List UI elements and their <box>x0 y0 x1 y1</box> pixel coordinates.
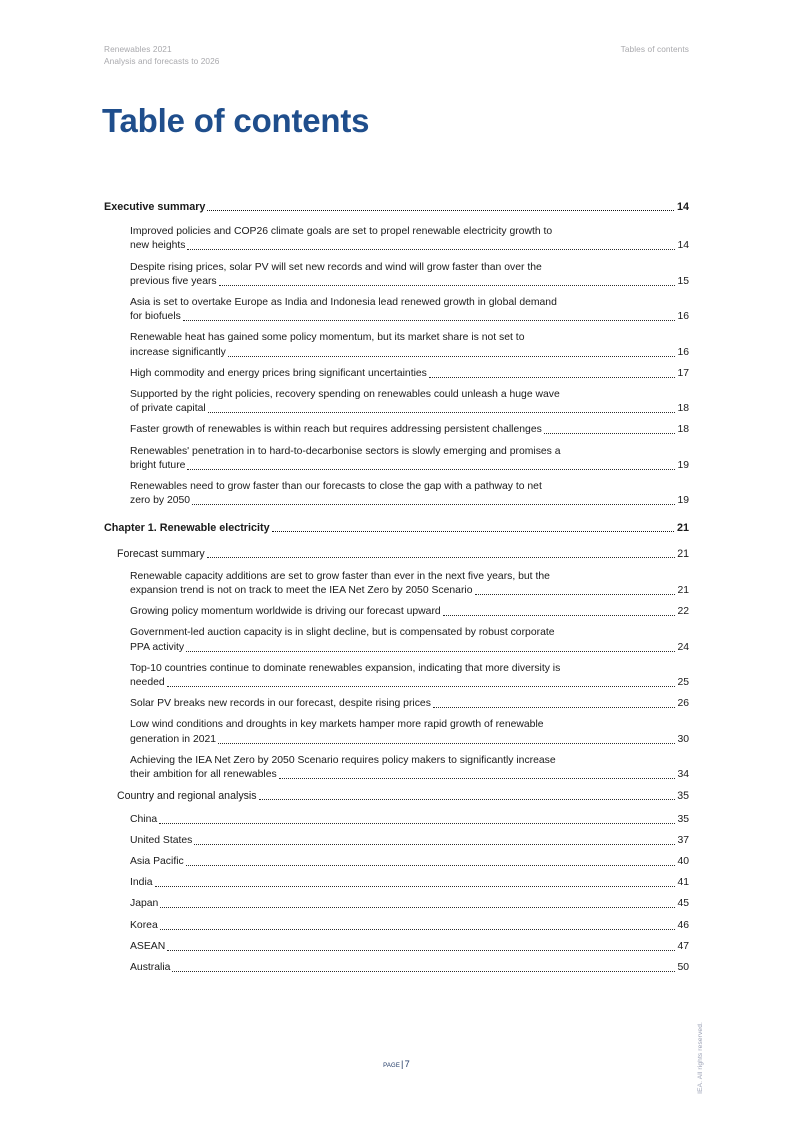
toc-entry-text-first-line: Achieving the IEA Net Zero by 2050 Scenario requires policy makers to significantly increase <box>130 754 556 766</box>
toc-entry-text-first-line: Renewables' penetration in to hard-to-decarbonise sectors is slowly emerging and promises a <box>130 445 561 457</box>
toc-entry-label: Chapter 1. Renewable electricity <box>104 522 270 535</box>
toc-entry-label: Executive summary <box>104 201 206 213</box>
toc-page-number: 45 <box>677 898 689 910</box>
toc-entry[interactable] <box>130 940 689 954</box>
toc-entry-label: for biofuels <box>130 311 181 323</box>
toc-entry[interactable] <box>130 605 689 619</box>
page-title: Table of contents <box>102 102 370 139</box>
toc-entry-label: ASEAN <box>130 940 166 952</box>
toc-entry-text-first-line: Renewable heat has gained some policy momentum, but its market share is not set to <box>130 332 525 344</box>
toc-entry-last-line <box>130 346 689 360</box>
toc-entry[interactable] <box>130 367 689 381</box>
toc-entry[interactable] <box>130 445 689 473</box>
toc-leader-dots <box>207 210 674 211</box>
toc-leader-dots <box>160 929 675 930</box>
toc-page-number: 26 <box>677 698 689 710</box>
toc-entry[interactable] <box>130 754 689 782</box>
toc-entry-label: Growing policy momentum worldwide is driving our forecast upward <box>130 606 441 618</box>
toc-entry[interactable] <box>130 813 689 827</box>
toc-entry-last-line <box>130 584 689 598</box>
toc-page-number: 40 <box>677 855 689 867</box>
toc-entry-label: United States <box>130 834 193 846</box>
toc-entry[interactable] <box>130 897 689 911</box>
toc-leader-dots <box>218 743 675 744</box>
toc-entry[interactable] <box>130 423 689 437</box>
toc-page-number: 15 <box>677 275 689 287</box>
toc-page-number: 34 <box>677 769 689 781</box>
toc-page-number: 21 <box>677 585 689 597</box>
toc-entry-label: Japan <box>130 898 159 910</box>
toc-entry-label: Forecast summary <box>117 547 205 560</box>
toc-entry-label: Faster growth of renewables is within reach but requires addressing persistent challenges <box>130 424 542 436</box>
page-footer <box>0 1059 793 1069</box>
toc-page-number: 37 <box>677 834 689 846</box>
toc-entry[interactable] <box>130 225 689 253</box>
toc-entry-text-first-line: Improved policies and COP26 climate goals are set to propel renewable electricity growth to <box>130 226 553 238</box>
toc-entry-label: their ambition for all renewables <box>130 769 277 781</box>
toc-page-number: 41 <box>677 877 689 889</box>
toc-entry-label: High commodity and energy prices bring significant uncertainties <box>130 367 427 379</box>
toc-page-number: 30 <box>677 733 689 745</box>
toc-entry[interactable] <box>130 834 689 848</box>
toc-entry[interactable] <box>130 961 689 975</box>
toc-entry-label: Australia <box>130 961 171 973</box>
table-of-contents <box>104 200 689 982</box>
toc-entry-text-first-line: Asia is set to overtake Europe as India and Indonesia lead renewed growth in global demand <box>130 297 557 309</box>
toc-entry-text-first-line: Top-10 countries continue to dominate renewables expansion, indicating that more diversity is <box>130 662 561 674</box>
toc-entry[interactable] <box>117 547 689 561</box>
toc-leader-dots <box>219 285 675 286</box>
toc-leader-dots <box>279 778 675 779</box>
toc-entry-text-first-line: Government-led auction capacity is in slight decline, but is compensated by robust corporate <box>130 627 555 639</box>
toc-entry-last-line <box>130 239 689 253</box>
toc-page-number: 22 <box>677 606 689 618</box>
toc-entry-label: generation in 2021 <box>130 733 217 745</box>
toc-page-number: 18 <box>677 403 689 415</box>
toc-page-number: 14 <box>677 240 689 252</box>
toc-entry-label: expansion trend is not on track to meet the IEA Net Zero by 2050 Scenario <box>130 585 473 597</box>
toc-leader-dots <box>192 504 675 505</box>
toc-entry[interactable] <box>130 261 689 289</box>
toc-leader-dots <box>167 686 675 687</box>
toc-entry-label: bright future <box>130 459 186 471</box>
toc-entry[interactable] <box>130 919 689 933</box>
toc-entry-text-first-line: Renewable capacity additions are set to grow faster than ever in the next five years, but the <box>130 570 550 582</box>
footer-page-label: page <box>383 1059 401 1069</box>
footer-page-number: 7 <box>404 1059 410 1069</box>
toc-entry-last-line <box>130 310 689 324</box>
toc-entry-label: China <box>130 813 158 825</box>
toc-entry[interactable] <box>117 789 689 803</box>
toc-entry[interactable] <box>130 662 689 690</box>
running-header-left <box>104 44 220 67</box>
toc-page-number: 25 <box>677 677 689 689</box>
toc-entry-label: zero by 2050 <box>130 495 191 507</box>
toc-leader-dots <box>272 531 675 532</box>
toc-page-number: 14 <box>676 201 689 213</box>
toc-leader-dots <box>208 412 675 413</box>
toc-page-number: 16 <box>677 346 689 358</box>
toc-page-number: 35 <box>677 813 689 825</box>
toc-leader-dots <box>194 844 675 845</box>
toc-entry[interactable] <box>130 331 689 359</box>
toc-entry-last-line <box>130 768 689 782</box>
toc-page-number: 17 <box>677 367 689 379</box>
toc-leader-dots <box>433 707 675 708</box>
toc-page-number: 35 <box>677 790 689 803</box>
running-header <box>104 44 689 67</box>
toc-page-number: 19 <box>677 495 689 507</box>
toc-leader-dots <box>187 469 674 470</box>
toc-leader-dots <box>187 249 674 250</box>
toc-leader-dots <box>160 907 675 908</box>
toc-leader-dots <box>228 356 675 357</box>
toc-page-number: 16 <box>677 311 689 323</box>
running-header-right: Tables of contents <box>620 44 689 54</box>
toc-entry[interactable] <box>130 697 689 711</box>
toc-page-number: 24 <box>677 641 689 653</box>
toc-entry[interactable] <box>130 855 689 869</box>
toc-page-number: 18 <box>677 424 689 436</box>
toc-entry-last-line <box>130 641 689 655</box>
report-subtitle: Analysis and forecasts to 2026 <box>104 55 220 66</box>
footer-separator: | <box>401 1059 404 1069</box>
toc-entry[interactable] <box>130 296 689 324</box>
toc-entry[interactable] <box>130 718 689 746</box>
toc-entry-last-line <box>130 676 689 690</box>
toc-entry-last-line <box>130 275 689 289</box>
toc-entry-label: PPA activity <box>130 641 185 653</box>
toc-page-number: 47 <box>677 940 689 952</box>
toc-leader-dots <box>544 433 675 434</box>
toc-leader-dots <box>183 320 675 321</box>
toc-leader-dots <box>429 377 675 378</box>
toc-entry[interactable] <box>130 388 689 416</box>
toc-entry-label: new heights <box>130 240 186 252</box>
toc-entry-label: increase significantly <box>130 346 226 358</box>
toc-entry-text-first-line: Renewables need to grow faster than our forecasts to close the gap with a pathway to net <box>130 481 542 493</box>
toc-entry-label: Solar PV breaks new records in our forecast, despite rising prices <box>130 698 431 710</box>
report-title: Renewables 2021 <box>104 44 172 54</box>
toc-leader-dots <box>159 823 675 824</box>
toc-entry-label: Korea <box>130 919 158 931</box>
toc-entry-label: needed <box>130 677 165 689</box>
toc-entry[interactable] <box>130 876 689 890</box>
toc-page-number: 19 <box>677 459 689 471</box>
toc-entry-label: Country and regional analysis <box>117 790 257 803</box>
toc-entry[interactable] <box>130 480 689 508</box>
toc-entry-text-first-line: Low wind conditions and droughts in key markets hamper more rapid growth of renewable <box>130 719 544 731</box>
toc-entry[interactable] <box>104 200 689 214</box>
toc-page-number: 50 <box>677 961 689 973</box>
toc-leader-dots <box>155 886 675 887</box>
toc-page-number: 21 <box>676 522 689 535</box>
toc-page-number: 21 <box>677 547 689 560</box>
toc-page-number: 46 <box>677 919 689 931</box>
toc-entry-last-line <box>130 402 689 416</box>
toc-entry-last-line <box>130 459 689 473</box>
toc-entry-label: of private capital <box>130 403 206 415</box>
toc-entry-label: India <box>130 877 153 889</box>
toc-leader-dots <box>172 971 675 972</box>
toc-entry-last-line <box>130 494 689 508</box>
toc-entry[interactable] <box>130 626 689 654</box>
toc-leader-dots <box>475 594 675 595</box>
toc-leader-dots <box>167 950 675 951</box>
toc-entry-text-first-line: Despite rising prices, solar PV will set new records and wind will grow faster than over the <box>130 261 542 273</box>
toc-leader-dots <box>259 799 675 800</box>
rights-notice: IEA. All rights reserved. <box>697 1022 704 1094</box>
toc-leader-dots <box>186 651 675 652</box>
toc-leader-dots <box>207 557 675 558</box>
toc-leader-dots <box>443 615 675 616</box>
toc-entry-text-first-line: Supported by the right policies, recovery spending on renewables could unleash a huge wave <box>130 389 560 401</box>
toc-entry-label: previous five years <box>130 275 217 287</box>
toc-leader-dots <box>186 865 675 866</box>
toc-entry-label: Asia Pacific <box>130 855 184 867</box>
toc-entry-last-line <box>130 733 689 747</box>
toc-entry[interactable] <box>104 521 689 535</box>
toc-entry[interactable] <box>130 570 689 598</box>
